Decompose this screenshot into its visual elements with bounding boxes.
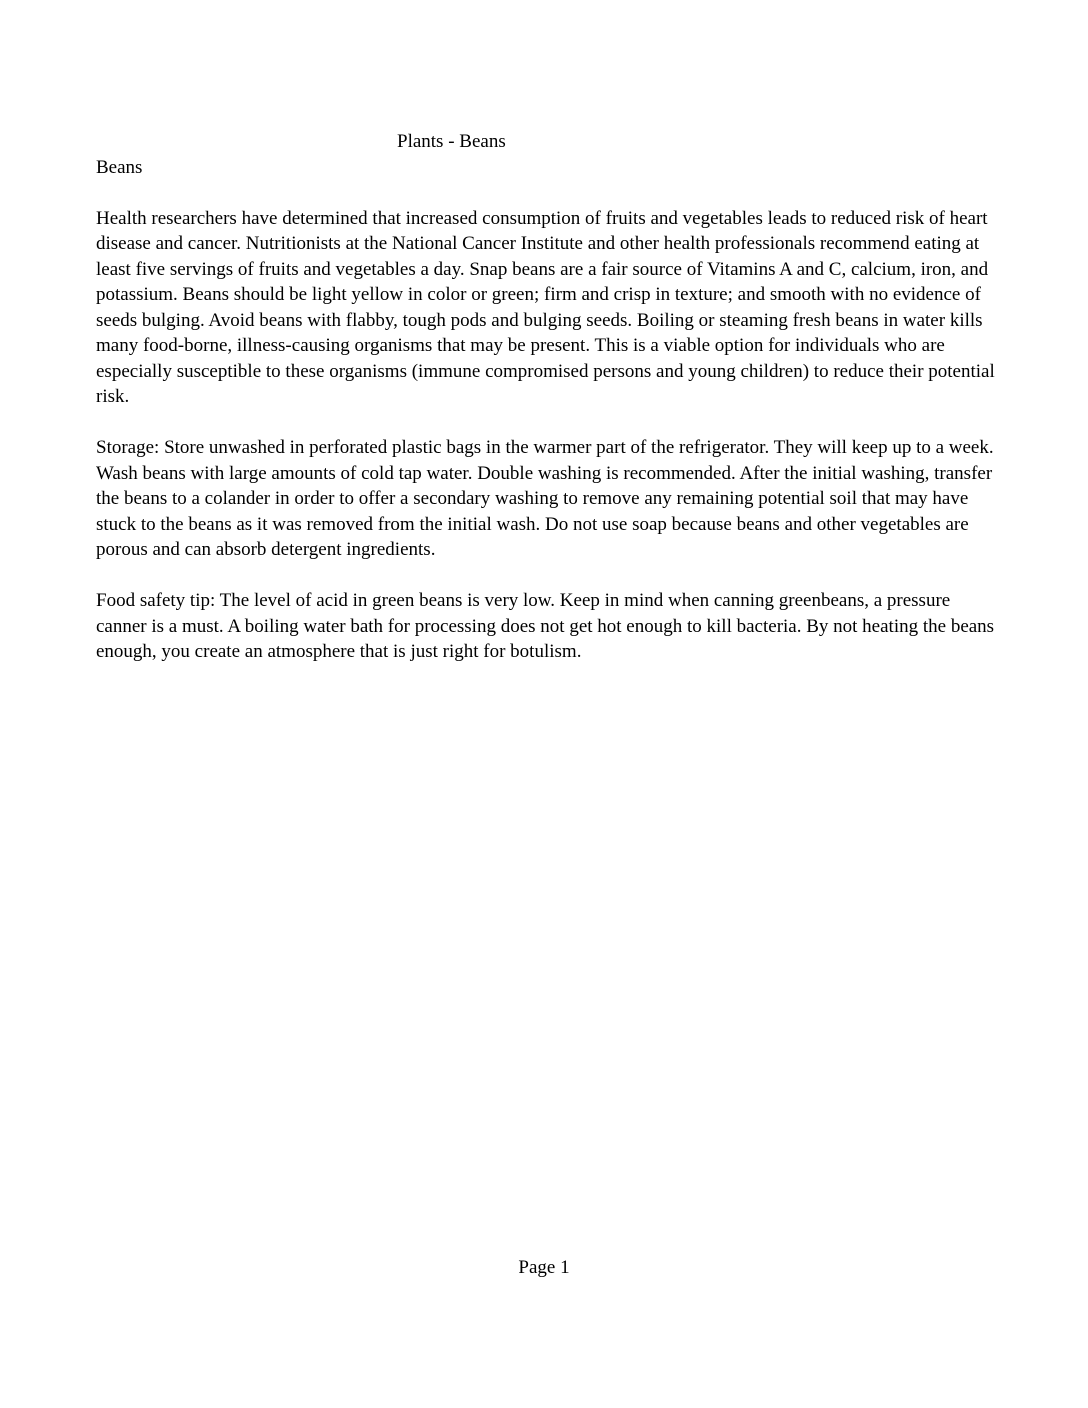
section-heading: Beans [96,156,143,178]
paragraph-storage: Storage: Store unwashed in perforated plastic bags in the warmer part of the refrigerator. They will keep up to a week. Wash beans with large amounts of cold tap water. Double washing is recommended. After the initial washing, transfer the beans to a colander in order to offer a secondary washing to remove any remaining potential soil that may have stuck to the beans as it was removed from the initial wash. Do not use soap because beans and other vegetables are porous and can absorb detergent ingredients. [96,437,994,560]
paragraph-food-safety: Food safety tip: The level of acid in green beans is very low. Keep in mind when canning greenbeans, a pressure canner is a must. A boiling water bath for processing does not get hot enough to kill bacteria. By not heating the beans enough, you create an atmosphere that is just right for botulism. [96,590,995,662]
page-number: Page 1 [518,1257,570,1278]
paragraph-intro: Health researchers have determined that increased consumption of fruits and vegetables leads to reduced risk of heart disease and cancer. Nutritionists at the National Cancer Institute and other health professionals recommend eating at least five servings of fruits and vegetables a day. Snap beans are a fair source of Vitamins A and C, calcium, iron, and potassium. Beans should be light yellow in color or green; firm and crisp in texture; and smooth with no evidence of seeds bulging. Avoid beans with flabby, tough pods and bulging seeds. Boiling or steaming fresh beans in water kills many food-borne, illness-causing organisms that may be present. This is a viable option for individuals who are especially susceptible to these organisms (immune compromised persons and young children) to reduce their potential risk. [96,207,995,407]
document-title: Plants - Beans [397,131,506,152]
document-content [96,129,996,665]
